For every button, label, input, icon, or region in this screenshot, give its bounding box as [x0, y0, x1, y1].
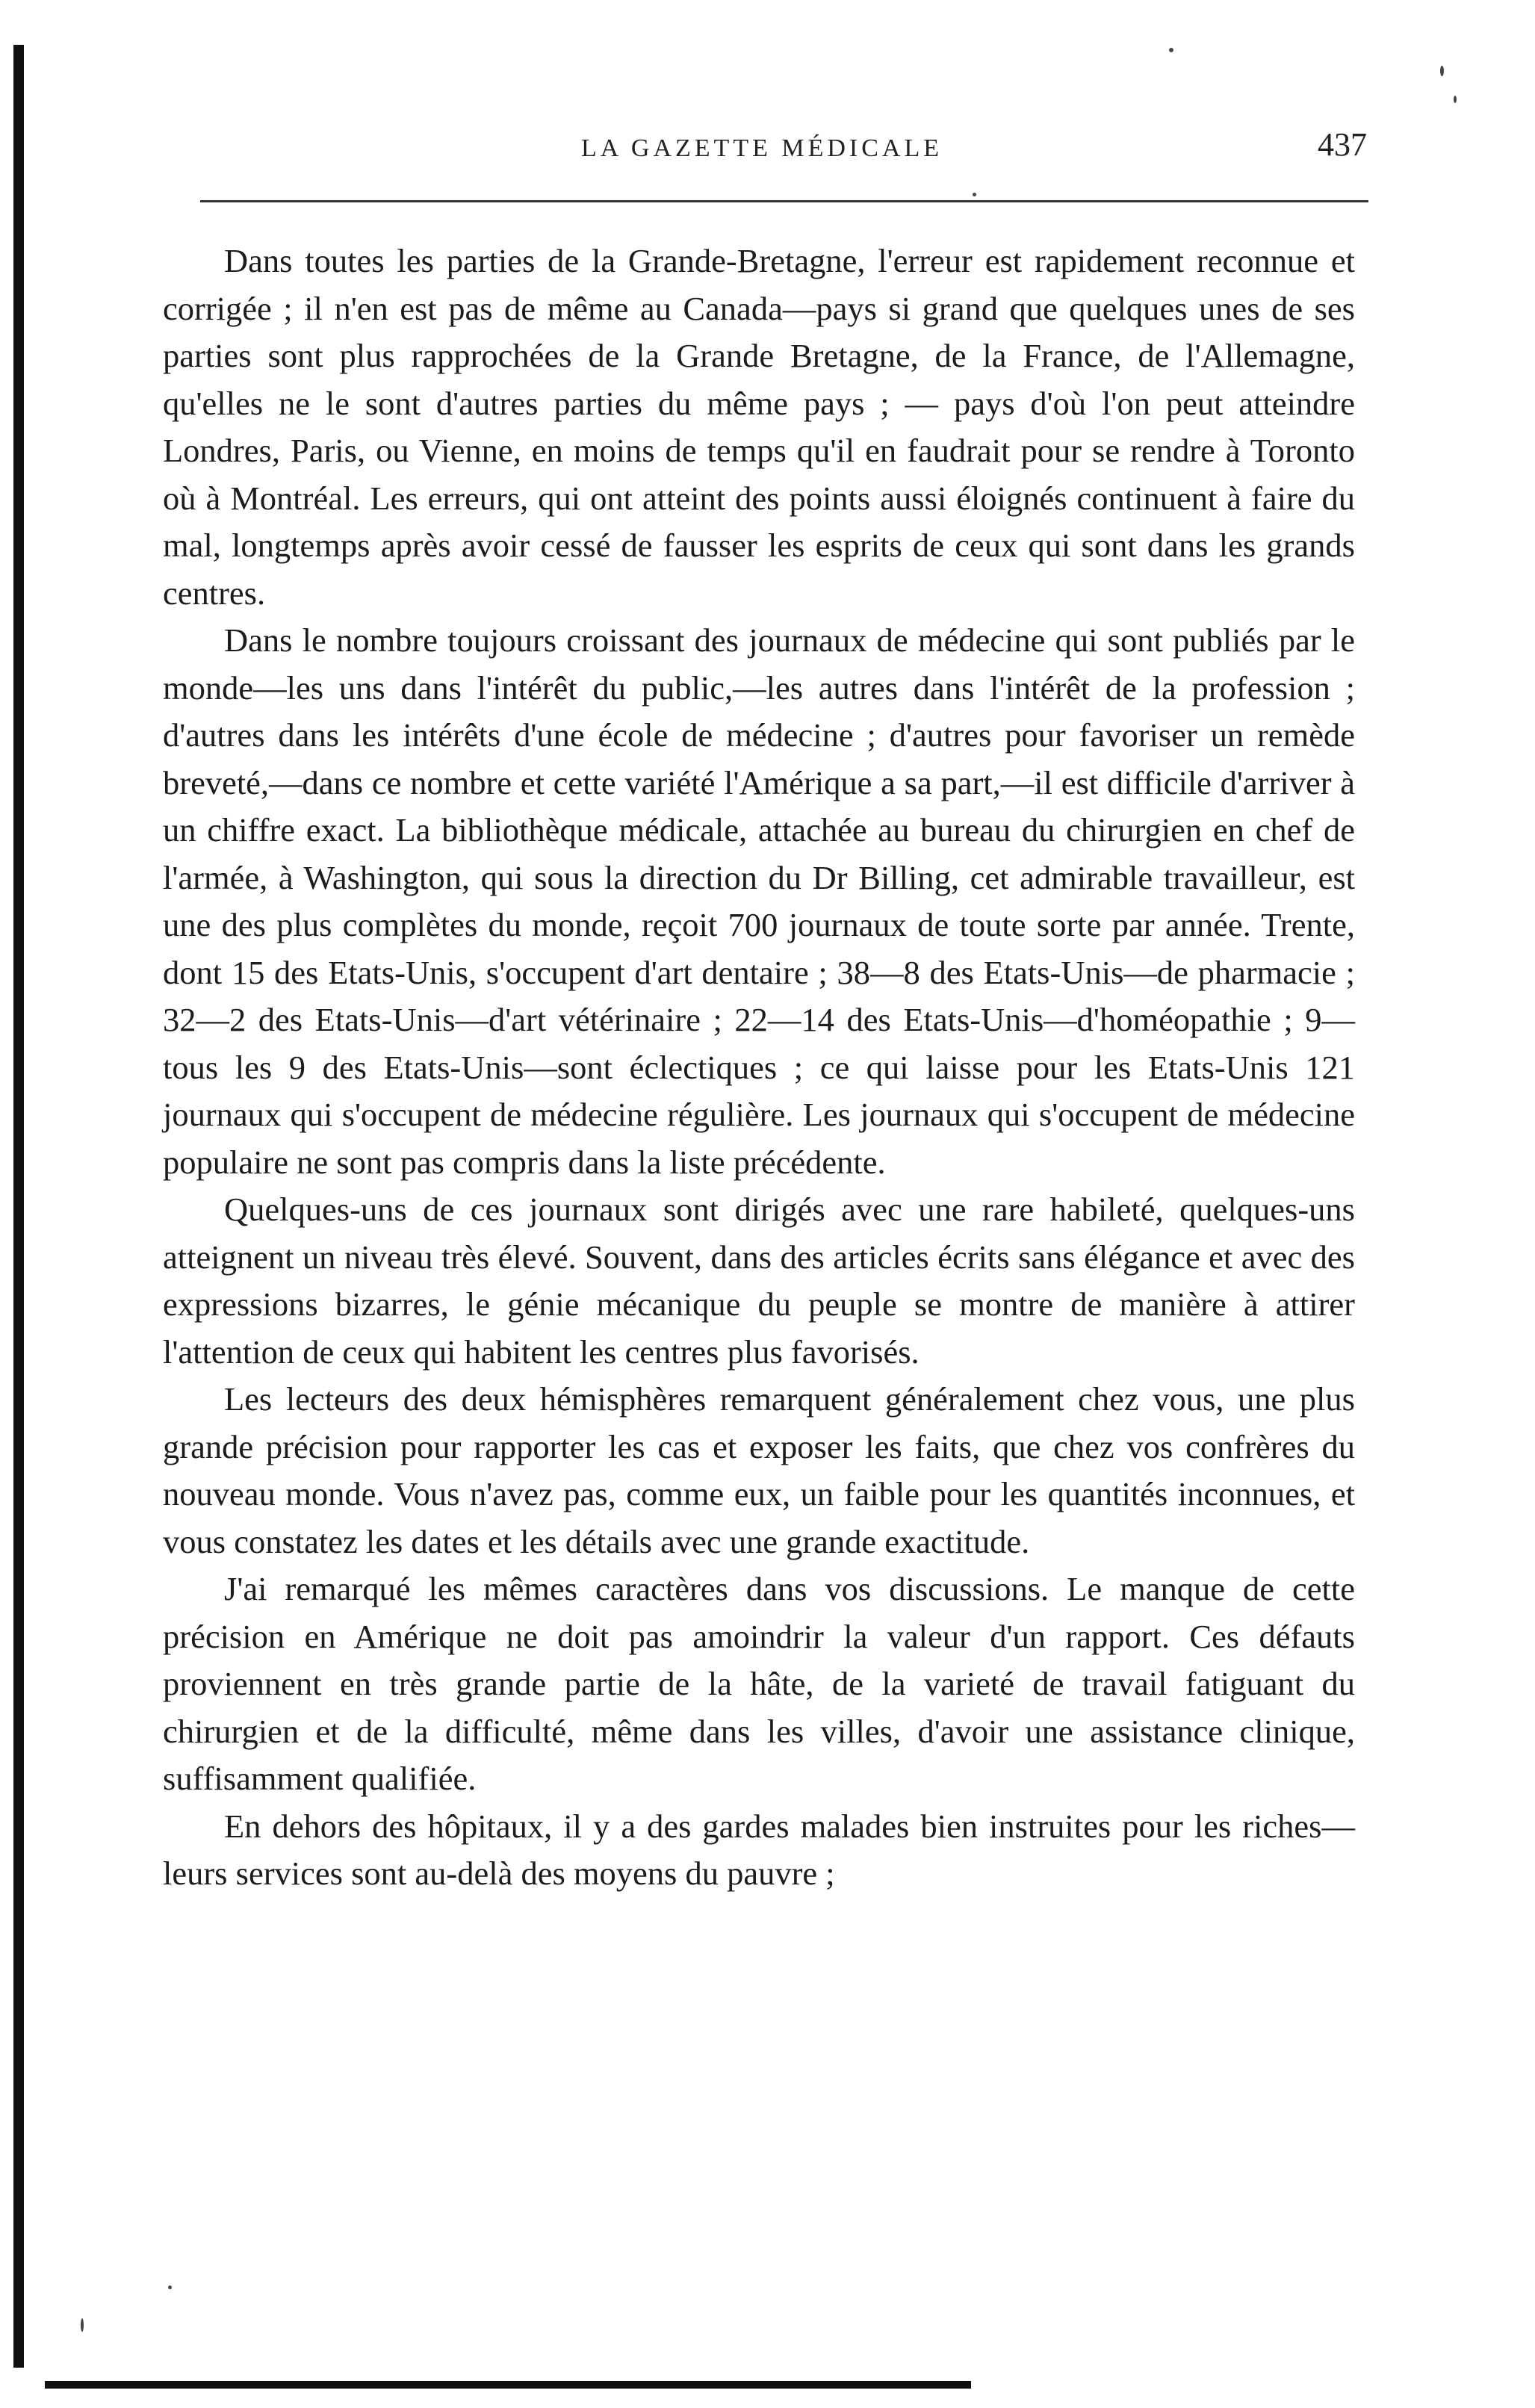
scan-speck [1169, 48, 1173, 52]
running-title: LA GAZETTE MÉDICALE [580, 134, 943, 162]
scan-speck [973, 193, 976, 196]
paragraph: J'ai remarqué les mêmes caractères dans vos discussions. Le manque de cette précision en Amérique ne doit pas amoindrir la valeur d'un rapport. Ces défauts proviennent en très grande partie de la hâte, de la varieté de travail fatiguant du chirurgien et de la difficulté, même dans les villes, d'avoir une assistance clinique, suffisamment qualifiée. [163, 1570, 1355, 1797]
paragraph: Dans le nombre toujours croissant des journaux de médecine qui sont publiés par le monde—les uns dans l'intérêt du public,—les autres dans l'intérêt de la profession ; d'autres dans les intérêts d'une école de médecine ; d'autres pour favoriser un remède breveté,—dans ce nombre et cette variété l'Amérique a sa part,—il est difficile d'arriver à un chiffre exact. La bibliothèque médicale, attachée au bureau du chirurgien en chef de l'armée, à Washington, qui sous la direction du Dr Billing, cet admirable travailleur, est une des plus complètes du monde, reçoit 700 journaux de toute sorte par année. Trente, dont 15 des Etats-Unis, s'occupent d'art dentaire ; 38—8 des Etats-Unis—de pharmacie ; 32—2 des Etats-Unis—d'art vétérinaire ; 22—14 des Etats-Unis—d'homéopathie ; 9—tous les 9 des Etats-Unis—sont éclectiques ; ce qui laisse pour les Etats-Unis 121 journaux qui s'occupent de médecine régulière. Les journaux qui s'occupent de médecine populaire ne sont pas compris dans la liste précédente. [163, 621, 1355, 1181]
scan-speck [1440, 66, 1444, 76]
paragraph: Quelques-uns de ces journaux sont dirigés avec une rare habileté, quelques-uns atteignent un niveau très élevé. Souvent, dans des articles écrits sans élégance et avec des expressions bizarres, le génie mécanique du peuple se montre de manière à attirer l'attention de ceux qui habitent les centres plus favorisés. [163, 1191, 1355, 1371]
paragraph: En dehors des hôpitaux, il y a des gardes malades bien instruites pour les riches—leurs services sont au-delà des moyens du pauvre ; [163, 1807, 1355, 1892]
header-rule [200, 200, 1368, 202]
paragraph: Les lecteurs des deux hémisphères remarquent généralement chez vous, une plus grande précision pour rapporter les cas et exposer les faits, que chez vos confrères du nouveau monde. Vous n'avez pas, comme eux, un faible pour les quantités inconnues, et vous constatez les dates et les détails avec une grande exactitude. [163, 1380, 1355, 1560]
page-binding-edge [13, 45, 24, 2368]
page-bottom-edge [45, 2381, 971, 2389]
scan-speck [168, 2286, 172, 2289]
scan-speck [1454, 96, 1457, 103]
running-head [157, 125, 1367, 170]
article-body [163, 238, 1355, 2284]
scan-speck [81, 2318, 84, 2332]
paragraph: Dans toutes les parties de la Grande-Bretagne, l'erreur est rapidement reconnue et corrigée ; il n'en est pas de même au Canada—pays si grand que quelques unes de ses parties sont plus rapprochées de la Grande Bretagne, de la France, de l'Allemagne, qu'elles ne le sont d'autres parties du même pays ; — pays d'où l'on peut atteindre Londres, Paris, ou Vienne, en moins de temps qu'il en faudrait pour se rendre à Toronto où à Montréal. Les erreurs, qui ont atteint des points aussi éloignés continuent à faire du mal, longtemps après avoir cessé de fausser les esprits de ceux qui sont dans les grands centres. [163, 242, 1355, 612]
page-number: 437 [1318, 126, 1367, 163]
